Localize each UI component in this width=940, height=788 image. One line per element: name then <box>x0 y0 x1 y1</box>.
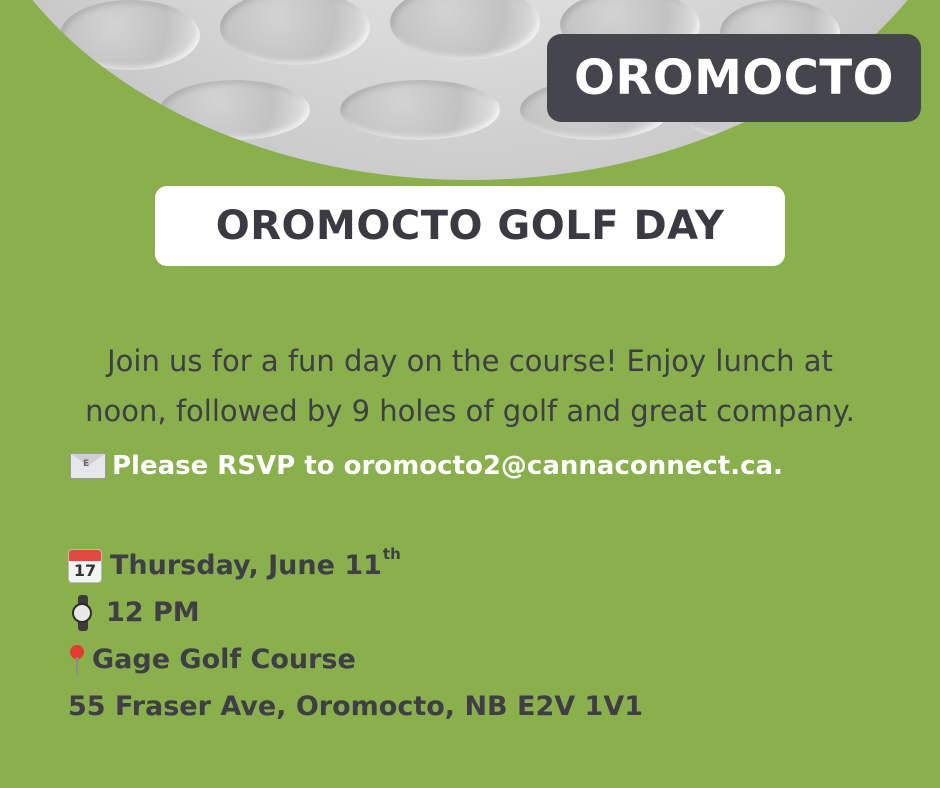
venue-row <box>68 636 643 683</box>
envelope-icon: E <box>70 453 106 479</box>
time-row <box>68 589 643 636</box>
event-address: 55 Fraser Ave, Oromocto, NB E2V 1V1 <box>68 691 644 722</box>
event-time: 12 PM <box>106 597 200 628</box>
city-badge <box>547 34 921 122</box>
event-date: Thursday, June 11 <box>110 550 382 581</box>
event-venue: Gage Golf Course <box>92 644 356 675</box>
description-line-2: noon, followed by 9 holes of golf and great company. <box>85 394 855 428</box>
city-badge-label: OROMOCTO <box>574 50 894 106</box>
date-row <box>68 542 643 589</box>
event-date-suffix: th <box>382 544 401 563</box>
event-title: OROMOCTO GOLF DAY <box>215 203 725 249</box>
calendar-icon-day: 17 <box>73 560 97 580</box>
event-description <box>20 336 920 436</box>
watch-icon <box>72 595 94 631</box>
event-details <box>68 542 643 730</box>
description-line-1: Join us for a fun day on the course! Enjoy lunch at <box>107 344 833 378</box>
address-row <box>68 683 643 730</box>
calendar-icon <box>68 549 102 583</box>
event-title-box <box>155 186 785 266</box>
map-pin-icon <box>68 643 86 677</box>
rsvp-line <box>70 446 783 486</box>
rsvp-text: Please RSVP to oromocto2@cannaconnect.ca. <box>112 451 783 481</box>
